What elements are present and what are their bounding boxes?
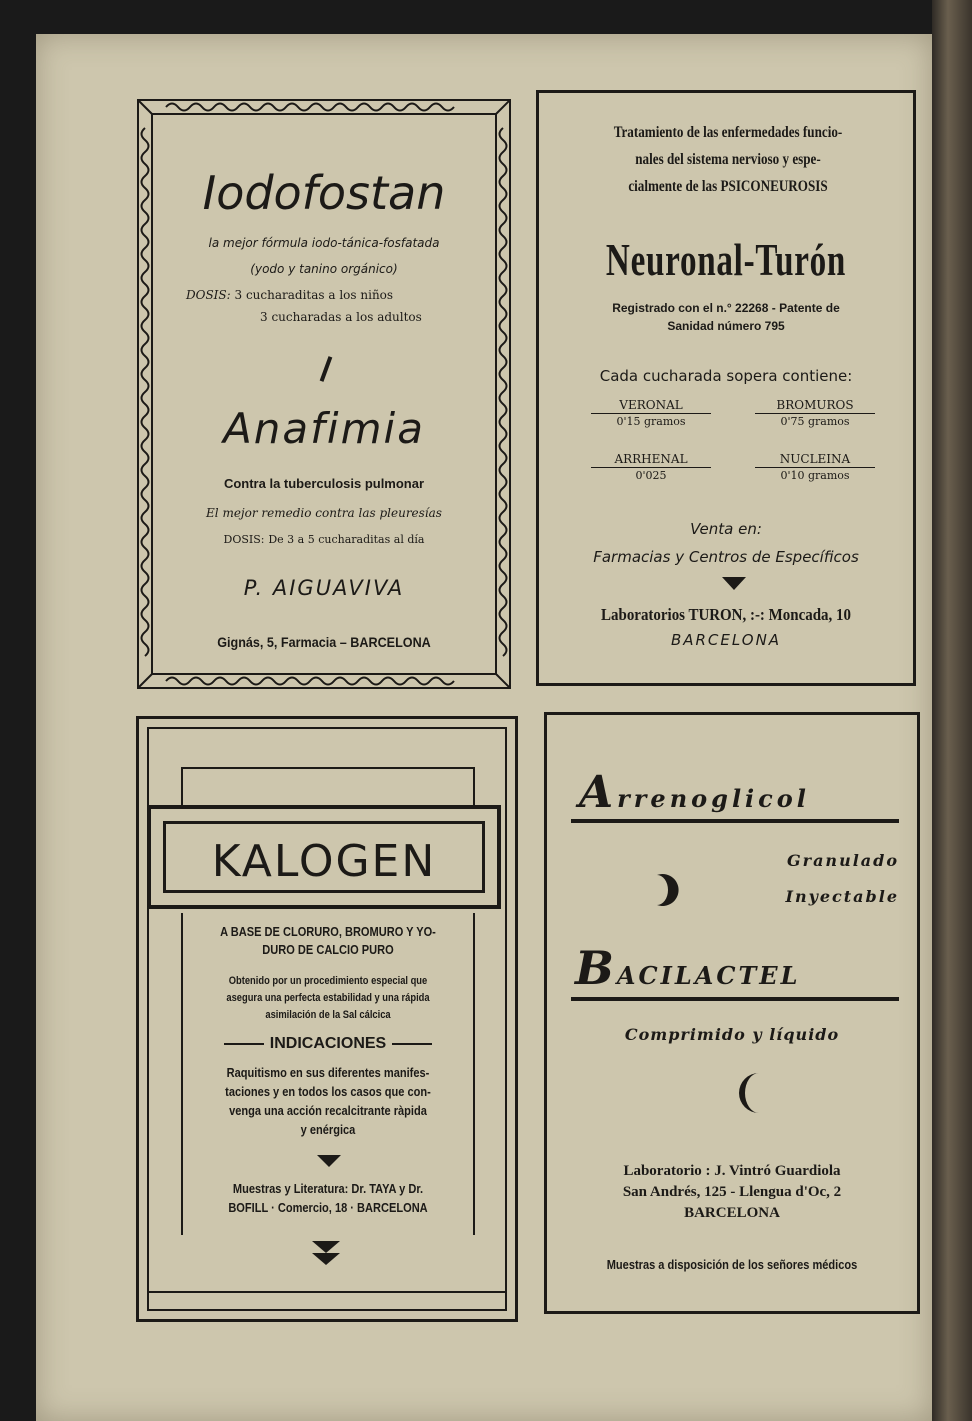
neuronal-title: Neuronal-Turón [605, 234, 847, 285]
iodofostan-title: Iodofostan [202, 166, 446, 220]
header-line-1: Tratamiento de las enfermedades funcio- [613, 124, 843, 141]
lab-address: Laboratorios TURON, :-: Moncada, 10 [601, 605, 851, 624]
kalogen-title: KALOGEN [211, 836, 437, 887]
kalogen-title-inner [163, 821, 485, 893]
form-injectable: Inyectable [785, 887, 899, 906]
kalogen-bottom-band [147, 1291, 507, 1311]
lab-line-3: BARCELONA [684, 1205, 780, 1221]
lab-line-1: Laboratorio : J. Vintró Guardiola [623, 1163, 841, 1179]
kalogen-base [205, 923, 452, 959]
ingredient-qty: 0'025 [635, 469, 667, 482]
crescent-moon-icon [653, 873, 687, 907]
chevron-down-icon [312, 1241, 340, 1253]
lab-info [547, 1161, 917, 1224]
ind-line-2: taciones y en todos los casos que con- [225, 1084, 431, 1099]
samples-line-1: Muestras y Literatura: Dr. TAYA y Dr. [232, 1181, 424, 1196]
iodofostan-dose-adults: 3 cucharadas a los adultos [260, 310, 422, 324]
neuronal-registration [539, 299, 913, 335]
sale-info [539, 515, 913, 571]
ingredient-name: VERONAL [591, 397, 711, 414]
ingredient-item [755, 397, 875, 430]
anafimia-subtitle: Contra la tuberculosis pulmonar [223, 476, 425, 491]
bacilactel-title [575, 941, 800, 995]
ad-neuronal-turon [536, 90, 916, 686]
form-granulated: Granulado [786, 851, 899, 870]
ind-line-4: y enérgica [300, 1122, 356, 1137]
header-line-3: cialmente de las PSICONEUROSIS [628, 178, 828, 195]
desc-line-2: asegura una perfecta estabilidad y una rápida [226, 992, 430, 1004]
crescent-moon-icon [723, 1071, 763, 1115]
title-rest: ACILACTEL [616, 961, 801, 990]
desc-line-1: Obtenido por un procedimiento especial que [228, 975, 428, 987]
desc-line-3: asimilación de la Sal cálcica [265, 1009, 391, 1021]
book-spine [932, 0, 972, 1421]
iodofostan-dose-children: DOSIS: 3 cucharaditas a los niños [186, 288, 394, 302]
kalogen-title-box [147, 805, 501, 909]
ad-arrenoglicol [544, 712, 920, 1314]
registration-line-2: Sanidad número 795 [667, 319, 785, 333]
kalogen-body [181, 913, 475, 1235]
indications-heading: INDICACIONES [183, 1035, 473, 1053]
down-triangle-icon [317, 1155, 341, 1167]
sale-line-2: Farmacias y Centros de Específicos [593, 548, 859, 566]
iodofostan-composition: (yodo y tanino orgánico) [250, 262, 398, 276]
samples-line-2: BOFILL · Comercio, 18 · BARCELONA [228, 1200, 428, 1215]
neuronal-header [585, 119, 872, 200]
kalogen-top-frame [181, 767, 475, 807]
ingredient-qty: 0'15 gramos [616, 415, 686, 428]
chevron-down-icon [312, 1253, 340, 1265]
anafimia-dose: DOSIS: De 3 a 5 cucharaditas al día [223, 533, 425, 546]
ingredient-name: BROMUROS [755, 397, 875, 414]
ingredient-item [591, 397, 711, 430]
lab-line-2: San Andrés, 125 - Llengua d'Oc, 2 [622, 1184, 842, 1200]
ingredient-item [755, 451, 875, 484]
samples-notice: Muestras a disposición de los señores médicos [606, 1257, 858, 1272]
indications-text [205, 1063, 452, 1139]
lab-city: BARCELONA [670, 631, 782, 649]
iodofostan-subtitle: la mejor fórmula iodo-tánica-fosfatada [208, 236, 440, 250]
ad-iodofostan [136, 98, 512, 690]
kalogen-samples [205, 1179, 452, 1217]
base-line-2: DURO DE CALCIO PURO [262, 942, 394, 957]
divider-rule [571, 819, 899, 823]
header-line-2: nales del sistema nervioso y espe- [635, 151, 821, 168]
ind-line-1: Raquitismo en sus diferentes manifes- [226, 1065, 430, 1080]
sale-line-1: Venta en: [690, 520, 762, 538]
base-line-1: A BASE DE CLORURO, BROMURO Y YO- [220, 924, 436, 939]
down-triangle-icon [722, 577, 746, 590]
contains-heading: Cada cucharada sopera contiene: [599, 367, 853, 385]
registration-line-1: Registrado con el n.° 22268 - Patente de [612, 301, 840, 315]
ingredient-name: ARRHENAL [591, 451, 711, 468]
ingredient-name: NUCLEINA [755, 451, 875, 468]
title-initial: A [579, 767, 618, 818]
kalogen-description [205, 973, 452, 1024]
title-rest: rrenoglicol [617, 784, 810, 813]
divider-rule [571, 997, 899, 1001]
anafimia-title: Anafimia [223, 404, 425, 453]
divider-slash [320, 356, 333, 382]
ad-kalogen [136, 716, 518, 1322]
form-tablet-liquid: Comprimido y líquido [624, 1025, 840, 1044]
title-initial: B [575, 941, 617, 995]
ingredient-qty: 0'10 gramos [780, 469, 850, 482]
ind-line-3: venga una acción recalcitrante ràpida [229, 1103, 427, 1118]
arrenoglicol-title [579, 767, 810, 818]
ingredient-qty: 0'75 gramos [780, 415, 850, 428]
anafimia-claim: El mejor remedio contra las pleuresías [206, 506, 442, 520]
ingredient-item [591, 451, 711, 484]
maker-name: P. AIGUAVIVA [243, 576, 405, 600]
maker-address: Gignás, 5, Farmacia – BARCELONA [217, 634, 431, 650]
